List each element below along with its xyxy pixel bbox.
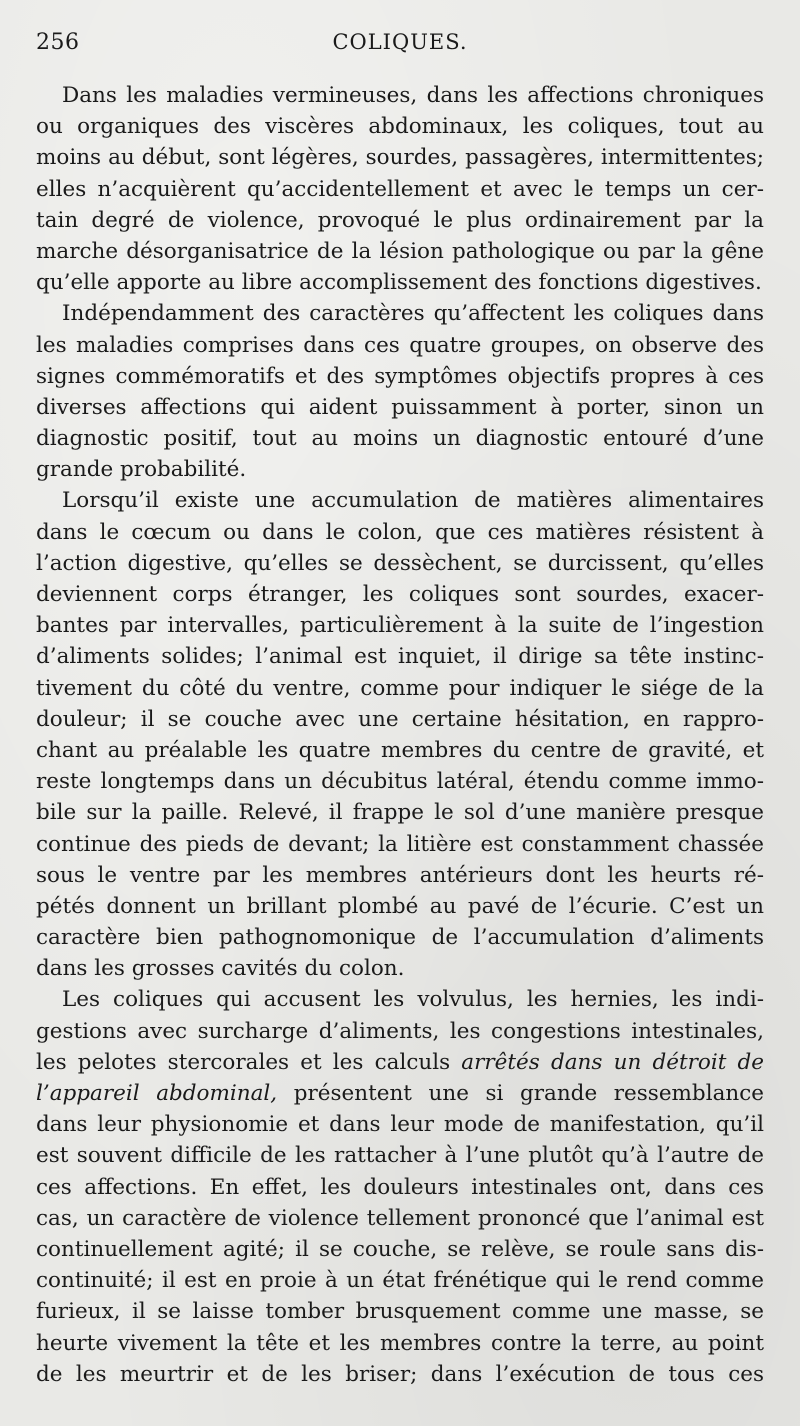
- text-line: chant au préalable les quatre membres du centre de gravité, et: [36, 737, 764, 763]
- text-line: cas, un caractère de violence tellement prononcé que l’animal est: [36, 1205, 764, 1231]
- text-line: continue des pieds de devant; la litière est constamment chassée: [36, 831, 764, 857]
- text-line: continuité; il est en proie à un état frénétique qui le rend comme: [36, 1268, 764, 1294]
- page-header: [36, 30, 764, 60]
- text-line: bile sur la paille. Relevé, il frappe le sol d’une manière presque: [36, 800, 764, 826]
- text-line: diagnostic positif, tout au moins un diagnostic entouré d’une: [36, 426, 764, 452]
- italic-segment: arrêtés dans un détroit de: [461, 1049, 764, 1075]
- text-line: grande probabilité.: [36, 457, 247, 483]
- text-line: reste longtemps dans un décubitus latéral, étendu comme immo-: [36, 769, 764, 795]
- text-line: sous le ventre par les membres antérieurs dont les heurts ré-: [36, 862, 764, 888]
- text-segment: présentent une si grande ressemblance: [277, 1081, 764, 1106]
- text-line: [36, 1047, 764, 1078]
- text-line: marche désorganisatrice de la lésion pathologique ou par la gêne: [36, 238, 764, 264]
- text-line: furieux, il se laisse tomber brusquement comme une masse, se: [36, 1299, 764, 1325]
- text-line: continuellement agité; il se couche, se relève, se roule sans dis-: [36, 1236, 764, 1262]
- text-line: dans les grosses cavités du colon.: [36, 956, 405, 982]
- text-line: pétés donnent un brillant plombé au pavé de l’écurie. C’est un: [36, 893, 764, 919]
- text-line: Lorsqu’il existe une accumulation de matières alimentaires: [62, 488, 764, 514]
- text-line: caractère bien pathognomonique de l’accumulation d’aliments: [36, 925, 764, 951]
- text-line: gestions avec surcharge d’aliments, les congestions intestinales,: [36, 1018, 764, 1044]
- text-segment: les pelotes stercorales et les calculs: [36, 1049, 462, 1075]
- running-title: COLIQUES.: [332, 30, 468, 54]
- text-line: de les meurtrir et de les briser; dans l’exécution de tous ces: [36, 1361, 764, 1387]
- text-line: tain degré de violence, provoqué le plus ordinairement par la: [36, 207, 764, 233]
- text-line: deviennent corps étranger, les coliques sont sourdes, exacer-: [36, 582, 764, 607]
- page-number: 256: [36, 30, 80, 55]
- text-line: diverses affections qui aident puissamment à porter, sinon un: [36, 394, 764, 420]
- text-line: dans leur physionomie et dans leur mode de manifestation, qu’il: [36, 1112, 764, 1138]
- text-line: elles n’acquièrent qu’accidentellement et avec le temps un cer-: [36, 176, 764, 202]
- text-line: est souvent difficile de les rattacher à l’une plutôt qu’à l’autre de: [36, 1143, 764, 1169]
- italic-segment: l’appareil abdominal,: [36, 1081, 278, 1106]
- text-line: ou organiques des viscères abdominaux, les coliques, tout au: [36, 114, 764, 140]
- text-line: l’action digestive, qu’elles se dessèchent, se durcissent, qu’elles: [36, 550, 764, 576]
- text-line: d’aliments solides; l’animal est inquiet, il dirige sa tête instinc-: [36, 644, 764, 670]
- body-text: [36, 80, 764, 1390]
- text-line: douleur; il se couche avec une certaine hésitation, en rappro-: [36, 706, 764, 732]
- text-line: [36, 1078, 764, 1109]
- text-line: moins au début, sont légères, sourdes, passagères, intermittentes;: [36, 145, 764, 171]
- text-line: signes commémoratifs et des symptômes objectifs propres à ces: [36, 363, 764, 389]
- text-line: bantes par intervalles, particulièrement à la suite de l’ingestion: [36, 613, 764, 639]
- text-line: Les coliques qui accusent les volvulus, les hernies, les indi-: [62, 987, 764, 1013]
- text-line: dans le cœcum ou dans le colon, que ces matières résistent à: [36, 519, 764, 545]
- text-line: qu’elle apporte au libre accomplissement des fonctions digestives.: [36, 270, 762, 296]
- text-line: heurte vivement la tête et les membres contre la terre, au point: [36, 1330, 764, 1356]
- text-line: les maladies comprises dans ces quatre groupes, on observe des: [36, 332, 764, 358]
- text-line: tivement du côté du ventre, comme pour indiquer le siége de la: [36, 675, 764, 701]
- text-line: Dans les maladies vermineuses, dans les affections chroniques: [62, 83, 764, 108]
- text-line: ces affections. En effet, les douleurs intestinales ont, dans ces: [36, 1174, 764, 1200]
- text-line: Indépendamment des caractères qu’affectent les coliques dans: [62, 301, 764, 327]
